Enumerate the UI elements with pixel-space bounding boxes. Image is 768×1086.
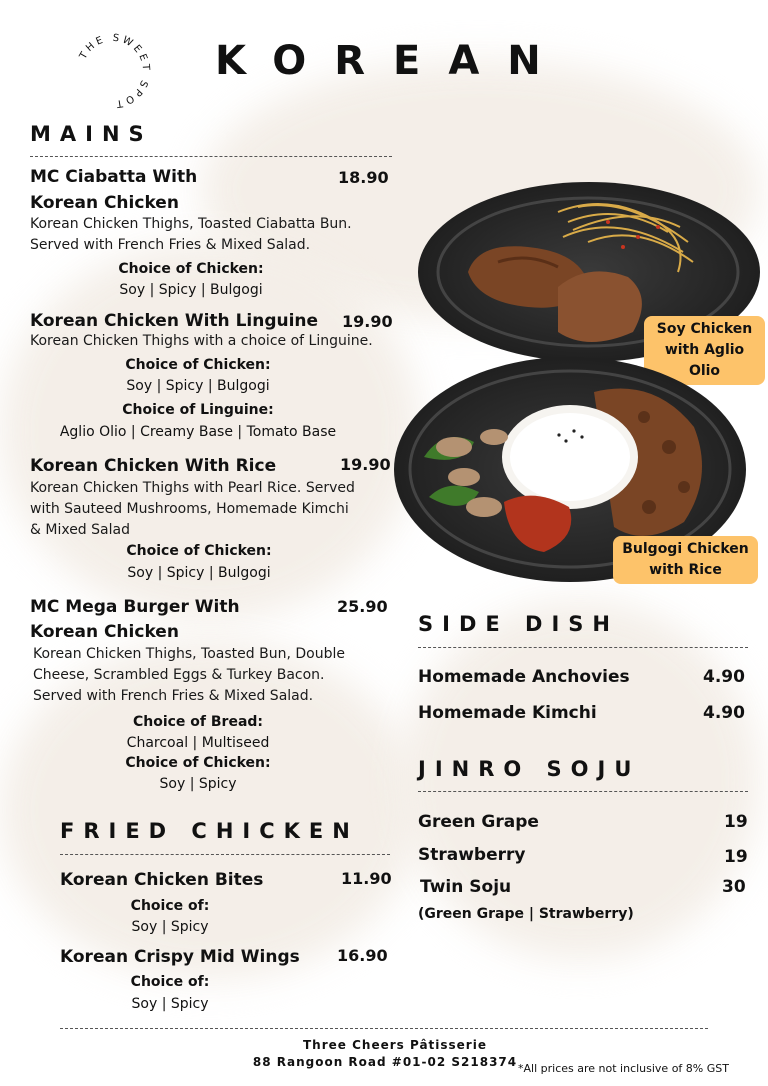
item-name: MC Mega Burger With [30, 597, 240, 617]
item-name: Korean Chicken With Linguine [30, 311, 319, 331]
choice-label: Choice of Chicken: [125, 357, 271, 373]
divider [60, 1028, 708, 1029]
page-title: KOREAN [215, 38, 569, 84]
item-name: Korean Crispy Mid Wings [60, 947, 300, 967]
choice-label: Choice of Linguine: [122, 402, 274, 418]
item-price: 16.90 [337, 946, 388, 965]
choice-label: Choice of: [130, 898, 210, 914]
side-dish-heading: SIDE DISH [418, 612, 619, 636]
photo-caption-tag [613, 536, 758, 584]
item-name: Twin Soju [420, 877, 512, 897]
soju-heading: JINRO SOJU [418, 757, 641, 781]
choice-options: Soy | Spicy | Bulgogi [119, 282, 263, 298]
item-price: 18.90 [338, 168, 389, 187]
caption-line: Bulgogi Chicken [622, 541, 749, 557]
item-name: Homemade Anchovies [418, 667, 630, 687]
item-description: Served with French Fries & Mixed Salad. [30, 237, 311, 253]
item-price: 4.90 [703, 703, 745, 723]
choice-label: Choice of Bread: [132, 714, 264, 730]
item-description: Korean Chicken Thighs, Toasted Bun, Double [33, 646, 345, 662]
item-price: 4.90 [703, 667, 745, 687]
item-price: 19.90 [342, 312, 393, 331]
item-name: Strawberry [418, 845, 526, 865]
footer-shop-name: Three Cheers Pâtisserie [303, 1038, 487, 1052]
divider [60, 854, 390, 855]
mains-heading: MAINS [30, 122, 153, 146]
soju-flavour-note: (Green Grape | Strawberry) [418, 906, 634, 922]
item-description: Korean Chicken Thighs with Pearl Rice. Served [30, 480, 355, 496]
item-price: 25.90 [337, 597, 388, 616]
caption-line: Soy Chicken [656, 321, 753, 337]
item-description: Served with French Fries & Mixed Salad. [33, 688, 314, 704]
item-price: 19 [724, 812, 748, 832]
divider [418, 791, 748, 792]
caption-line: with Aglio Olio [664, 342, 745, 379]
choice-label: Choice of Chicken: [126, 543, 272, 559]
choice-options: Aglio Olio | Creamy Base | Tomato Base [59, 424, 337, 440]
choice-options: Soy | Spicy [131, 996, 209, 1012]
choice-label: Choice of Chicken: [118, 261, 264, 277]
item-price: 30 [722, 877, 746, 897]
item-description: & Mixed Salad [30, 522, 130, 538]
divider [418, 647, 748, 648]
item-name: Korean Chicken [30, 193, 179, 213]
item-name: MC Ciabatta With [30, 167, 198, 187]
circular-logo [70, 28, 156, 114]
item-name: Green Grape [418, 812, 539, 832]
choice-options: Soy | Spicy [131, 919, 209, 935]
item-name: Korean Chicken [30, 622, 179, 642]
item-price: 19 [724, 847, 748, 867]
choice-options: Soy | Spicy | Bulgogi [127, 565, 271, 581]
item-price: 19.90 [340, 455, 391, 474]
choice-label: Choice of: [130, 974, 210, 990]
svg-text:THE SWEET SPOT: THE SWEET SPOT [77, 32, 152, 110]
divider [30, 156, 392, 157]
choice-options: Soy | Spicy | Bulgogi [126, 378, 270, 394]
choice-label: Choice of Chicken: [125, 755, 271, 771]
choice-options: Soy | Spicy [159, 776, 237, 792]
item-description: Korean Chicken Thighs, Toasted Ciabatta Bun. [30, 216, 352, 232]
footer-address: 88 Rangoon Road #01-02 S218374 [252, 1055, 518, 1069]
gst-note: *All prices are not inclusive of 8% GST [518, 1062, 729, 1075]
item-description: Korean Chicken Thighs with a choice of Linguine. [30, 333, 373, 349]
caption-line: with Rice [649, 562, 722, 578]
item-description: with Sauteed Mushrooms, Homemade Kimchi [30, 501, 349, 517]
item-description: Cheese, Scrambled Eggs & Turkey Bacon. [33, 667, 325, 683]
item-name: Homemade Kimchi [418, 703, 597, 723]
choice-options: Charcoal | Multiseed [126, 735, 270, 751]
item-name: Korean Chicken Bites [60, 870, 264, 890]
item-price: 11.90 [341, 869, 392, 888]
fried-chicken-heading: FRIED CHICKEN [60, 819, 359, 843]
item-name: Korean Chicken With Rice [30, 456, 277, 476]
